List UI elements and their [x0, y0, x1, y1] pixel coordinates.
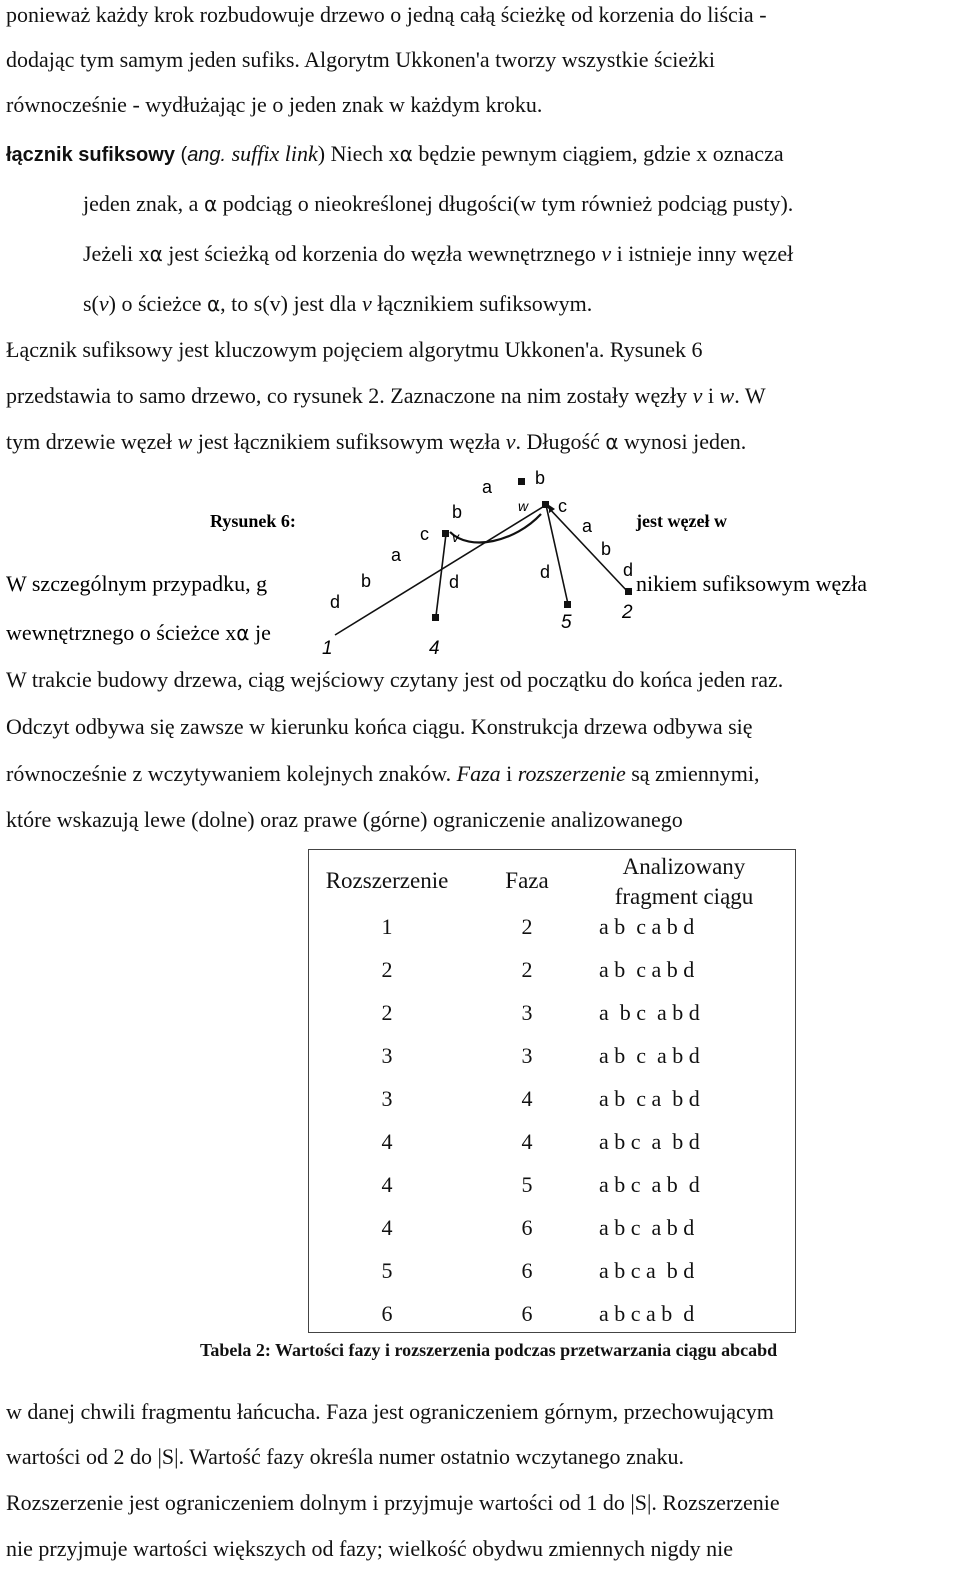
- table-cell-faza: 6: [521, 1301, 533, 1326]
- table-cell-faza: 4: [521, 1129, 533, 1154]
- table-header-rozszerzenie: Rozszerzenie: [325, 868, 449, 893]
- definition-line-2: [83, 191, 793, 217]
- text-span: jeden znak, a: [83, 191, 204, 216]
- table-cell-rozszerzenie: 3: [381, 1043, 393, 1068]
- alpha-symbol: α: [149, 242, 163, 266]
- edge-label: b: [452, 502, 463, 522]
- text-span: s(: [83, 291, 99, 316]
- alpha-symbol: α: [399, 142, 413, 166]
- text-span: równocześnie z wczytywaniem kolejnych znaków.: [6, 761, 457, 786]
- table-cell-faza: 3: [521, 1043, 533, 1068]
- table-cell-fragment: a b c a b d: [599, 1301, 695, 1326]
- text-line: równocześnie - wydłużając je o jeden znak w każdym kroku.: [6, 92, 543, 117]
- text-span: Faza: [456, 761, 501, 786]
- node-v: [442, 530, 449, 537]
- text-span: są zmiennymi,: [625, 761, 760, 786]
- text-span: ) Niech x: [317, 141, 400, 166]
- table-cell-rozszerzenie: 3: [381, 1086, 393, 1111]
- text-span: (: [174, 144, 188, 166]
- node-label-w: w: [518, 498, 529, 514]
- leaf-label-4: 4: [429, 638, 440, 659]
- text-span: suffix link: [226, 141, 318, 166]
- edge-label: b: [535, 468, 546, 488]
- text-line: [6, 761, 760, 787]
- table-cell-rozszerzenie: 4: [381, 1172, 393, 1197]
- text-line-left-2: [6, 620, 271, 645]
- table-cell-faza: 6: [521, 1258, 533, 1283]
- table-cell-fragment: a b c a b d: [599, 957, 695, 982]
- edge-label: a: [391, 545, 402, 565]
- table-cell-fragment: a b c a b d: [599, 1129, 700, 1154]
- table-cell-rozszerzenie: 2: [381, 957, 393, 982]
- text-line-right: nikiem sufiksowym węzła: [636, 571, 867, 596]
- text-span: . W: [734, 383, 766, 408]
- alpha-symbol: α: [206, 292, 221, 316]
- text-span: v: [601, 241, 612, 266]
- text-span: jest ścieżką od korzenia do węzła wewnętrznego: [162, 241, 602, 266]
- text-span: jest łącznikiem sufiksowym węzła: [192, 429, 506, 454]
- text-span: wynosi jeden.: [618, 429, 747, 454]
- text-line: ponieważ każdy krok rozbudowuje drzewo o jedną całą ścieżkę od korzenia do liścia -: [6, 2, 767, 27]
- text-span: rozszerzenie: [517, 761, 626, 786]
- definition-line-1: [6, 141, 784, 168]
- phase-extension-table: [308, 849, 796, 1333]
- edge-label: d: [330, 592, 341, 612]
- text-span: przedstawia to samo drzewo, co rysunek 2. Zaznaczone na nim zostały węzły: [6, 383, 693, 408]
- edge-label: d: [540, 562, 551, 582]
- text-span: je: [249, 620, 271, 645]
- text-line: Rozszerzenie jest ograniczeniem dolnym i przyjmuje wartości od 1 do |S|. Rozszerzenie: [6, 1490, 780, 1515]
- edge-label: b: [601, 539, 612, 559]
- edge-label: c: [558, 496, 567, 516]
- table-cell-rozszerzenie: 2: [381, 1000, 393, 1025]
- text-line-left: W szczególnym przypadku, g: [6, 571, 268, 596]
- leaf-label-1: 1: [322, 638, 333, 659]
- definition-line-4: [83, 291, 592, 317]
- table-header-analizowany: Analizowany: [622, 854, 746, 879]
- table-cell-faza: 2: [521, 957, 533, 982]
- root-node: [518, 478, 525, 485]
- text-span: tym drzewie węzeł: [6, 429, 178, 454]
- text-span: , to s(v) jest dla: [220, 291, 362, 316]
- table-caption: Tabela 2: Wartości fazy i rozszerzenia podczas przetwarzania ciągu abcabd: [200, 1340, 778, 1360]
- text-span: v: [692, 383, 703, 408]
- table-cell-fragment: a b c a b d: [599, 1215, 695, 1240]
- leaf-label-5: 5: [561, 612, 572, 633]
- node-w: [542, 501, 549, 508]
- alpha-symbol: α: [236, 621, 250, 645]
- text-line: dodając tym samym jeden sufiks. Algorytm Ukkonen'a tworzy wszystkie ścieżki: [6, 47, 716, 72]
- text-line: w danej chwili fragmentu łańcucha. Faza jest ograniczeniem górnym, przechowującym: [6, 1399, 774, 1424]
- text-span: podciąg o nieokreślonej długości(w tym również podciąg pusty).: [217, 191, 794, 216]
- text-line: [6, 429, 746, 455]
- table-cell-rozszerzenie: 1: [381, 914, 393, 939]
- text-span: będzie pewnym ciągiem, gdzie x oznacza: [412, 141, 784, 166]
- table-cell-fragment: a b c a b d: [599, 914, 695, 939]
- table-cell-fragment: a b c a b d: [599, 1000, 700, 1025]
- text-line: W trakcie budowy drzewa, ciąg wejściowy czytany jest od początku do końca jeden raz.: [6, 667, 784, 692]
- edge-label: a: [582, 516, 593, 536]
- table-header-fragment: fragment ciągu: [614, 884, 754, 909]
- table-cell-faza: 4: [521, 1086, 533, 1111]
- node-label-v: v: [452, 529, 459, 545]
- leaf-label-2: 2: [622, 602, 633, 623]
- text-span: v: [98, 291, 109, 316]
- edge-label: d: [449, 572, 460, 592]
- table-cell-faza: 2: [521, 914, 533, 939]
- edge-label: d: [623, 560, 634, 580]
- text-line: nie przyjmuje wartości większych od fazy; wielkość obydwu zmiennych nigdy nie: [6, 1536, 734, 1561]
- table-cell-fragment: a b c a b d: [599, 1043, 700, 1068]
- text-span: i: [500, 761, 518, 786]
- text-span: i istnieje inny węzeł: [611, 241, 794, 266]
- text-line: Odczyt odbywa się zawsze w kierunku końca ciągu. Konstrukcja drzewa odbywa się: [6, 714, 753, 739]
- text-line: [6, 383, 766, 409]
- table-cell-faza: 3: [521, 1000, 533, 1025]
- definition-term: łącznik sufiksowy: [6, 144, 175, 166]
- edge-label: b: [361, 571, 372, 591]
- text-span: ) o ścieżce: [108, 291, 207, 316]
- text-span: w: [719, 383, 735, 408]
- alpha-symbol: α: [605, 430, 619, 454]
- leaf-2-node: [625, 588, 632, 595]
- text-line: wartości od 2 do |S|. Wartość fazy określa numer ostatnio wczytanego znaku.: [6, 1444, 685, 1469]
- edge-label: c: [420, 524, 429, 544]
- table-cell-rozszerzenie: 4: [381, 1215, 393, 1240]
- table-cell-rozszerzenie: 5: [381, 1258, 393, 1283]
- table-cell-faza: 5: [521, 1172, 533, 1197]
- text-span: i: [702, 383, 720, 408]
- figure-caption: Rysunek 6:: [210, 511, 296, 531]
- table-cell-fragment: a b c a b d: [599, 1086, 700, 1111]
- definition-line-3: [83, 241, 793, 267]
- table-cell-rozszerzenie: 6: [381, 1301, 393, 1326]
- text-span: ang.: [187, 144, 227, 166]
- text-span: łącznikiem sufiksowym.: [371, 291, 593, 316]
- figure-caption-right: jest węzeł w: [636, 511, 727, 531]
- edge-label: a: [482, 477, 493, 497]
- text-line: które wskazują lewe (dolne) oraz prawe (górne) ograniczenie analizowanego: [6, 807, 683, 832]
- text-span: v: [361, 291, 372, 316]
- table-cell-faza: 6: [521, 1215, 533, 1240]
- table-cell-fragment: a b c a b d: [599, 1258, 695, 1283]
- text-line: Łącznik sufiksowy jest kluczowym pojęciem algorytmu Ukkonen'a. Rysunek 6: [6, 337, 703, 362]
- text-span: wewnętrznego o ścieżce x: [6, 620, 237, 645]
- suffix-tree-figure: [0, 460, 960, 660]
- text-span: . Długość: [515, 429, 606, 454]
- table-header-faza: Faza: [505, 868, 549, 893]
- leaf-4-node: [432, 614, 439, 621]
- text-span: v: [505, 429, 516, 454]
- table-cell-fragment: a b c a b d: [599, 1172, 700, 1197]
- text-span: Jeżeli x: [83, 241, 150, 266]
- table-cell-rozszerzenie: 4: [381, 1129, 393, 1154]
- leaf-5-node: [564, 601, 571, 608]
- text-span: w: [177, 429, 193, 454]
- alpha-symbol: α: [203, 192, 218, 216]
